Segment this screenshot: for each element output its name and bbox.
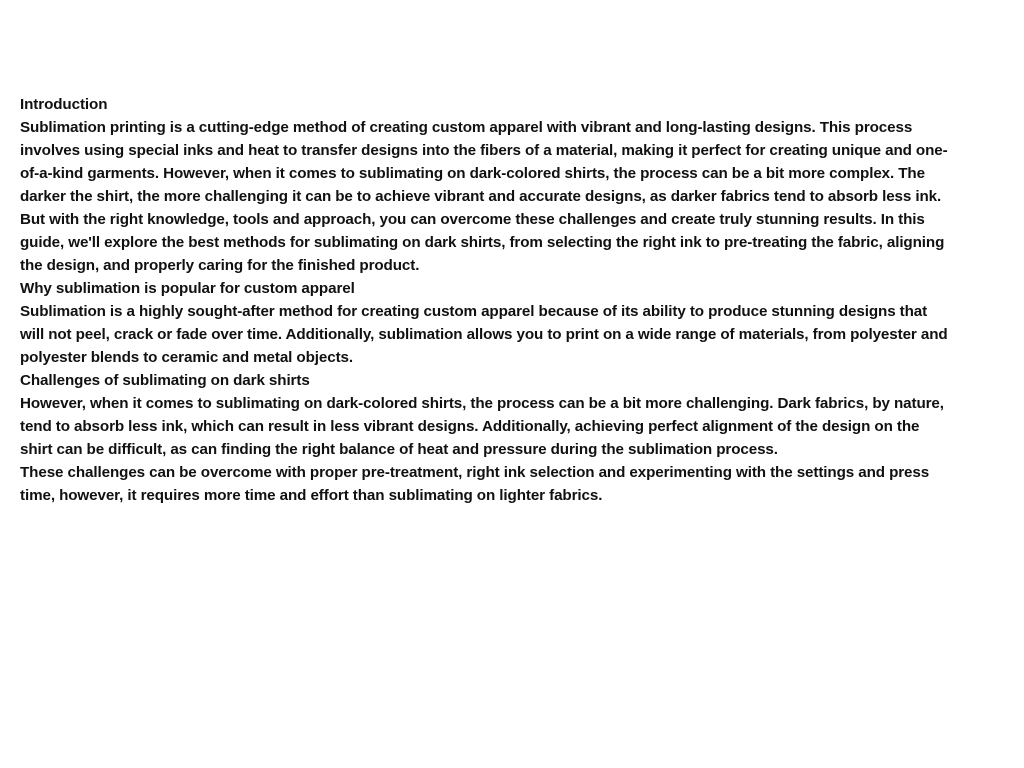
- challenges-paragraph-1: However, when it comes to sublimating on dark-colored shirts, the process can be a bit more challenging. Dark fabrics, by nature, tend to absorb less ink, which can result in less vibrant designs. Additionally, achieving perfect alignment of the design on the shirt can be difficult, as can finding the right balance of heat and pressure during the sublimation process.: [20, 395, 944, 458]
- challenges-paragraph-2: These challenges can be overcome with proper pre-treatment, right ink selection and experimenting with the settings and press time, however, it requires more time and effort than sublimating on lighter fabrics.: [20, 464, 930, 504]
- intro-heading: Introduction: [20, 96, 108, 113]
- why-popular-paragraph: Sublimation is a highly sought-after method for creating custom apparel because of its ability to produce stunning designs that will not peel, crack or fade over time. Additionally, sublimation allows you to print on a wide range of materials, from polyester and polyester blends to ceramic and metal objects.: [20, 303, 948, 366]
- challenges-heading: Challenges of sublimating on dark shirts: [20, 372, 310, 389]
- article-content: [20, 93, 955, 507]
- intro-paragraph: Sublimation printing is a cutting-edge method of creating custom apparel with vibrant and long-lasting designs. This process involves using special inks and heat to transfer designs into the fibers of a material, making it perfect for creating unique and one-of-a-kind garments. However, when it comes to sublimating on dark-colored shirts, the process can be a bit more complex. The darker the shirt, the more challenging it can be to achieve vibrant and accurate designs, as darker fabrics tend to absorb less ink. But with the right knowledge, tools and approach, you can overcome these challenges and create truly stunning results. In this guide, we'll explore the best methods for sublimating on dark shirts, from selecting the right ink to pre-treating the fabric, aligning the design, and properly caring for the finished product.: [20, 119, 948, 274]
- why-popular-heading: Why sublimation is popular for custom apparel: [20, 280, 355, 297]
